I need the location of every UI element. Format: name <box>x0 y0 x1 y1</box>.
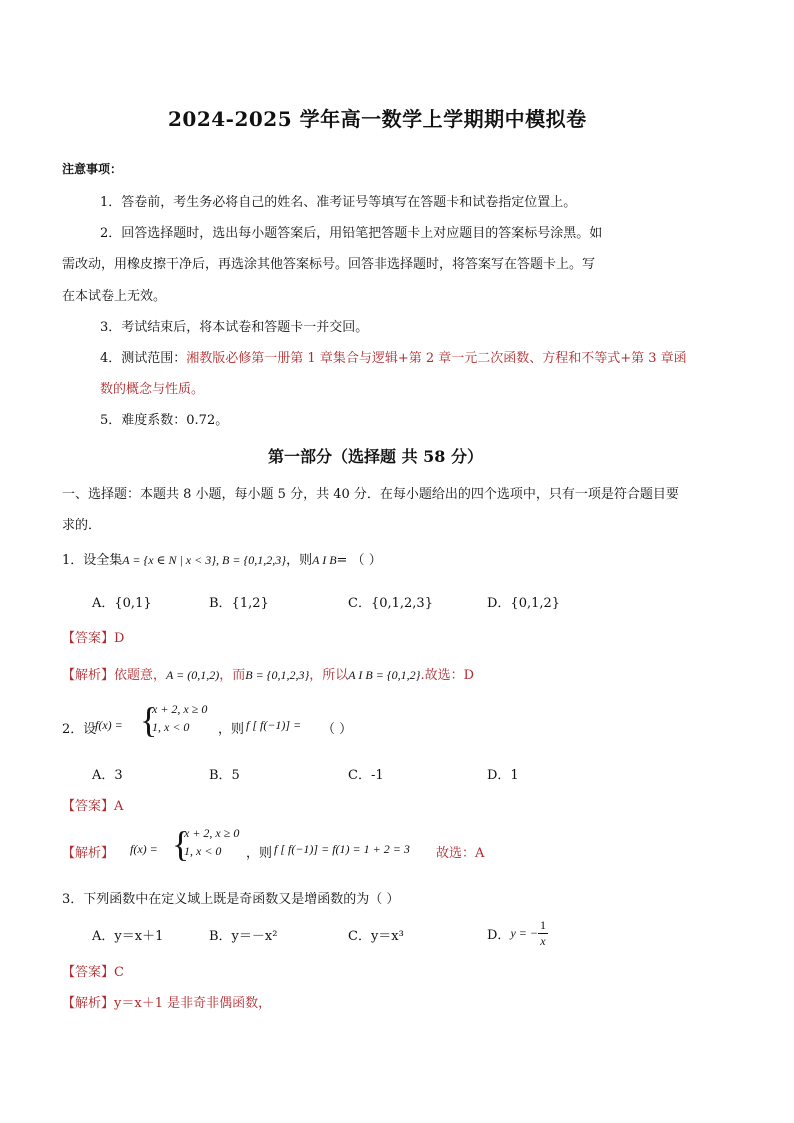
q1-stem-sets: A = {x ∈ N | x < 3}, B = {0,1,2,3} <box>122 553 287 567</box>
q3-option-a: A．y＝x＋1 <box>92 929 164 944</box>
q1-stem-intersection: A I B <box>312 553 337 567</box>
notice-heading: 注意事项： <box>62 162 123 176</box>
q1-stem <box>62 549 382 568</box>
q3-stem: 3．下列函数中在定义域上既是奇函数又是增函数的为（ ） <box>62 892 400 907</box>
q1-analysis-m3: A I B = {0,1,2} <box>348 668 421 682</box>
q2-analysis-label: 【解析】 <box>62 846 115 861</box>
notice-item-3: 3．考试结束后，将本试卷和答题卡一并交回。 <box>100 320 369 335</box>
q1-analysis-b: ，而 <box>219 668 246 683</box>
q1-answer-value: D <box>114 631 125 646</box>
q2-option-b: B．5 <box>209 768 240 783</box>
q2-answer-value: A <box>114 799 124 814</box>
notice-item-4-scope-cont: 数的概念与性质。 <box>100 382 205 397</box>
part1-intro-line-2: 求的． <box>62 518 102 533</box>
q1-stem-mid: ，则 <box>286 553 313 568</box>
notice-item-2-line-1: 2．回答选择题时，选出每小题答案后，用铅笔把答题卡上对应题目的答案标号涂黑。如 <box>100 226 603 241</box>
q3-answer-value: C <box>114 965 124 980</box>
q2-case-1: x + 2, x ≥ 0 <box>152 702 208 716</box>
q1-analysis-m2: B = {0,1,2,3} <box>245 668 310 682</box>
q1-answer <box>62 627 124 646</box>
q2-analysis-fx: f(x) = <box>130 842 158 856</box>
q3-answer-label: 【答案】 <box>62 965 115 980</box>
q2-analysis-end: 故选：A <box>436 846 485 861</box>
q2-stem-prefix: 2．设 <box>62 722 97 737</box>
q2-cases <box>152 700 207 736</box>
q1-analysis-label: 【解析】 <box>62 668 115 683</box>
q1-option-b: B．{1,2} <box>209 596 269 611</box>
q2-analysis-mid: ，则 <box>246 846 273 861</box>
q1-analysis-d: .故选：D <box>420 668 474 683</box>
q1-analysis <box>62 664 474 683</box>
q2-answer-label: 【答案】 <box>62 799 115 814</box>
notice-item-2-line-2: 需改动，用橡皮擦干净后，再选涂其他答案标号。回答非选择题时，将答案写在答题卡上。写 <box>62 257 596 272</box>
q1-analysis-m1: A = (0,1,2) <box>166 668 220 682</box>
q3-option-d-y: y = − <box>510 926 538 940</box>
q3-analysis-label: 【解析】 <box>62 996 115 1011</box>
q2-brace: { <box>140 700 158 740</box>
q1-option-c: C．{0,1,2,3} <box>348 596 433 611</box>
q1-stem-prefix: 1．设全集 <box>62 553 123 568</box>
q3-option-d-denominator: x <box>540 934 546 948</box>
q2-stem-mid: ，则 <box>218 722 245 737</box>
q1-analysis-c: ，所以 <box>309 668 349 683</box>
q2-ffx: f [ f(−1)] = <box>246 718 302 732</box>
q2-case-2: 1, x < 0 <box>152 720 190 734</box>
q2-option-c: C．-1 <box>348 768 384 783</box>
q3-option-d-numerator: 1 <box>539 918 546 932</box>
q1-analysis-a: 依题意， <box>114 668 167 683</box>
q3-option-b: B．y＝－x² <box>209 929 278 944</box>
notice-item-4-prefix: 4．测试范围： <box>100 351 187 366</box>
q2-fx: f(x) = <box>95 718 123 732</box>
notice-item-4-scope: 湘教版必修第一册第 1 章集合与逻辑+第 2 章一元二次函数、方程和不等式+第 3 章函 <box>186 351 687 366</box>
part1-intro-line-1: 一、选择题：本题共 8 小题，每小题 5 分，共 40 分．在每小题给出的四个选项中，只有一项是符合题目要 <box>62 487 679 502</box>
notice-item-5: 5．难度系数：0.72。 <box>100 413 229 428</box>
q1-option-a: A．{0,1} <box>92 596 152 611</box>
q2-option-a: A．3 <box>92 768 123 783</box>
q3-option-d-fraction <box>538 918 548 949</box>
q3-answer <box>62 961 124 980</box>
q2-option-d: D．1 <box>487 768 519 783</box>
part1-heading: 第一部分（选择题 共 58 分） <box>268 447 483 466</box>
q1-option-d: D．{0,1,2} <box>487 596 561 611</box>
notice-item-2-line-3: 在本试卷上无效。 <box>62 289 167 304</box>
q1-answer-label: 【答案】 <box>62 631 115 646</box>
notice-item-1: 1．答卷前，考生务必将自己的姓名、准考证号等填写在答题卡和试卷指定位置上。 <box>100 195 577 210</box>
notice-item-4 <box>100 347 687 366</box>
q3-option-d <box>487 918 548 949</box>
q2-analysis-cases <box>184 824 239 860</box>
page-title: 2024-2025 学年高一数学上学期期中模拟卷 <box>168 107 587 131</box>
q1-stem-suffix: = （ ） <box>336 553 382 568</box>
q2-analysis-case-2: 1, x < 0 <box>184 844 222 858</box>
q3-option-c: C．y＝x³ <box>348 929 404 944</box>
q2-stem-suffix: （ ） <box>322 722 353 737</box>
q2-answer <box>62 795 123 814</box>
q2-analysis-brace: { <box>172 824 190 864</box>
q2-analysis-case-1: x + 2, x ≥ 0 <box>184 826 240 840</box>
q3-analysis <box>62 992 271 1011</box>
q3-analysis-text: y＝x＋1 是非奇非偶函数， <box>114 996 272 1011</box>
q2-analysis-eq: f [ f(−1)] = f(1) = 1 + 2 = 3 <box>274 842 410 856</box>
q3-option-d-prefix: D． <box>487 928 511 943</box>
